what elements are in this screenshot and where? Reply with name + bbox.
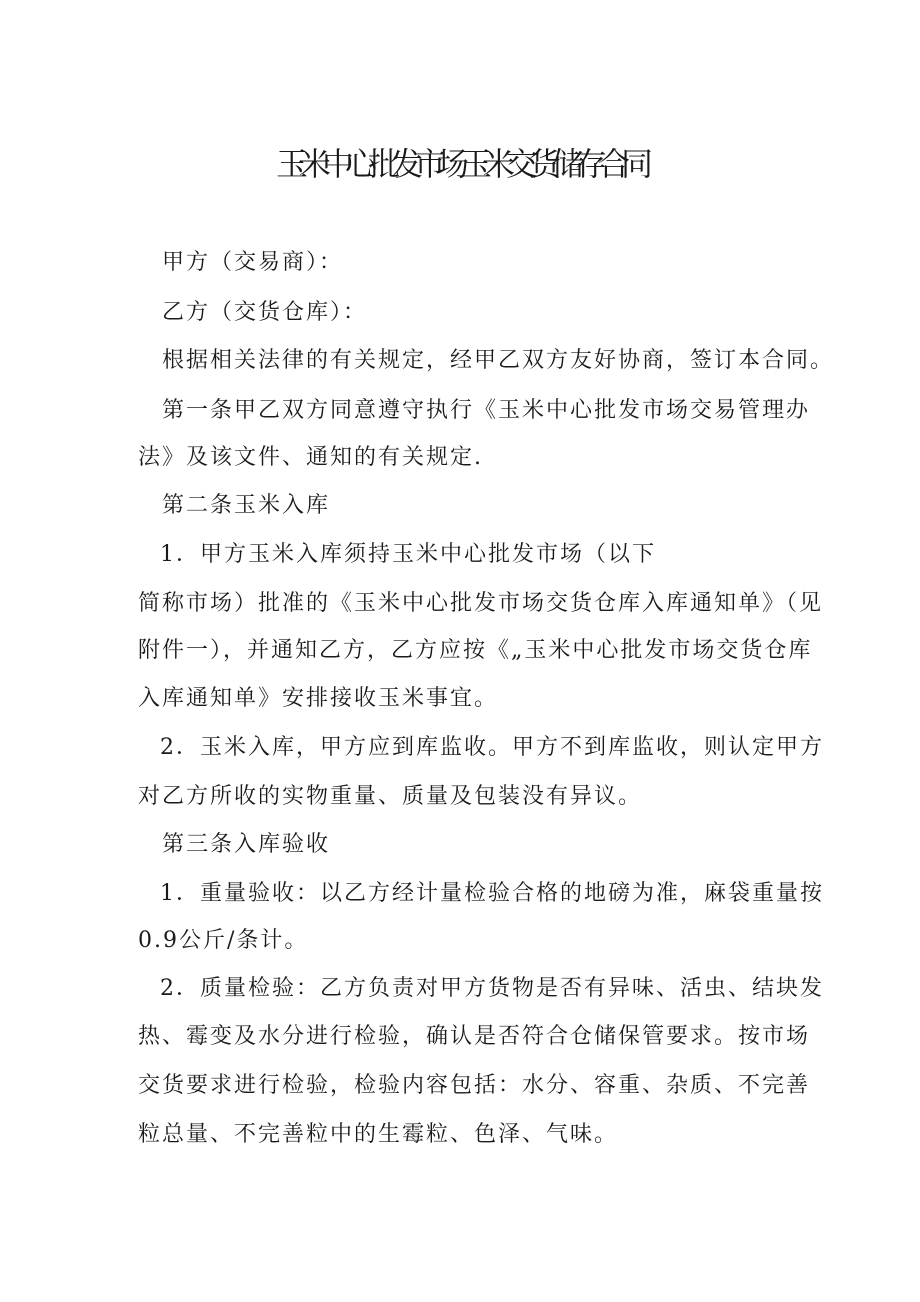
article-2-item-2-line-1: 2．玉米入库，甲方应到库监收。甲方不到库监收，则认定甲方 — [160, 735, 824, 760]
article-3-item-2-line-3: 交货要求进行检验，检验内容包括：水分、容重、杂质、不完善 — [138, 1073, 811, 1098]
article-2-item-1-line-4: 入库通知单》安排接收玉米事宜。 — [138, 686, 499, 711]
document-title: 玉米中心批发市场玉米交货储存合同 — [275, 145, 644, 183]
article-2-item-1-line-3: 附件一），并通知乙方，乙方应按《„玉米中心批发市场交货仓库 — [138, 638, 813, 663]
party-b-line: 乙方（交货仓库）： — [162, 300, 368, 325]
article-1-line-1: 第一条甲乙双方同意遵守执行《玉米中心批发市场交易管理办 — [162, 398, 811, 423]
article-1-line-2: 法》及该文件、通知的有关规定. — [138, 445, 483, 470]
article-3-item-2-line-4: 粒总量、不完善粒中的生霉粒、色泽、气味。 — [138, 1122, 619, 1147]
article-2-item-2-line-2: 对乙方所收的实物重量、质量及包装没有异议。 — [138, 784, 643, 809]
article-3-heading: 第三条入库验收 — [162, 832, 331, 857]
article-3-item-2-line-2: 热、霉变及水分进行检验，确认是否符合仓储保管要求。按市场 — [138, 1024, 811, 1049]
article-2-heading: 第二条玉米入库 — [162, 493, 331, 518]
article-2-item-1-line-2: 简称市场）批准的《玉米中心批发市场交货仓库入库通知单》（见 — [138, 591, 824, 616]
article-2-item-1-line-1: 1．甲方玉米入库须持玉米中心批发市场（以下 — [160, 542, 656, 567]
article-3-item-2-line-1: 2．质量检验：乙方负责对甲方货物是否有异味、活虫、结块发 — [160, 976, 824, 1001]
article-3-item-1-line-2: 0.9公斤/条计。 — [138, 928, 309, 953]
party-a-line: 甲方（交易商）： — [162, 250, 344, 275]
article-3-item-1-line-1: 1．重量验收：以乙方经计量检验合格的地磅为准，麻袋重量按 — [160, 881, 824, 906]
preamble-paragraph: 根据相关法律的有关规定，经甲乙双方友好协商，签订本合同。 — [162, 348, 835, 373]
